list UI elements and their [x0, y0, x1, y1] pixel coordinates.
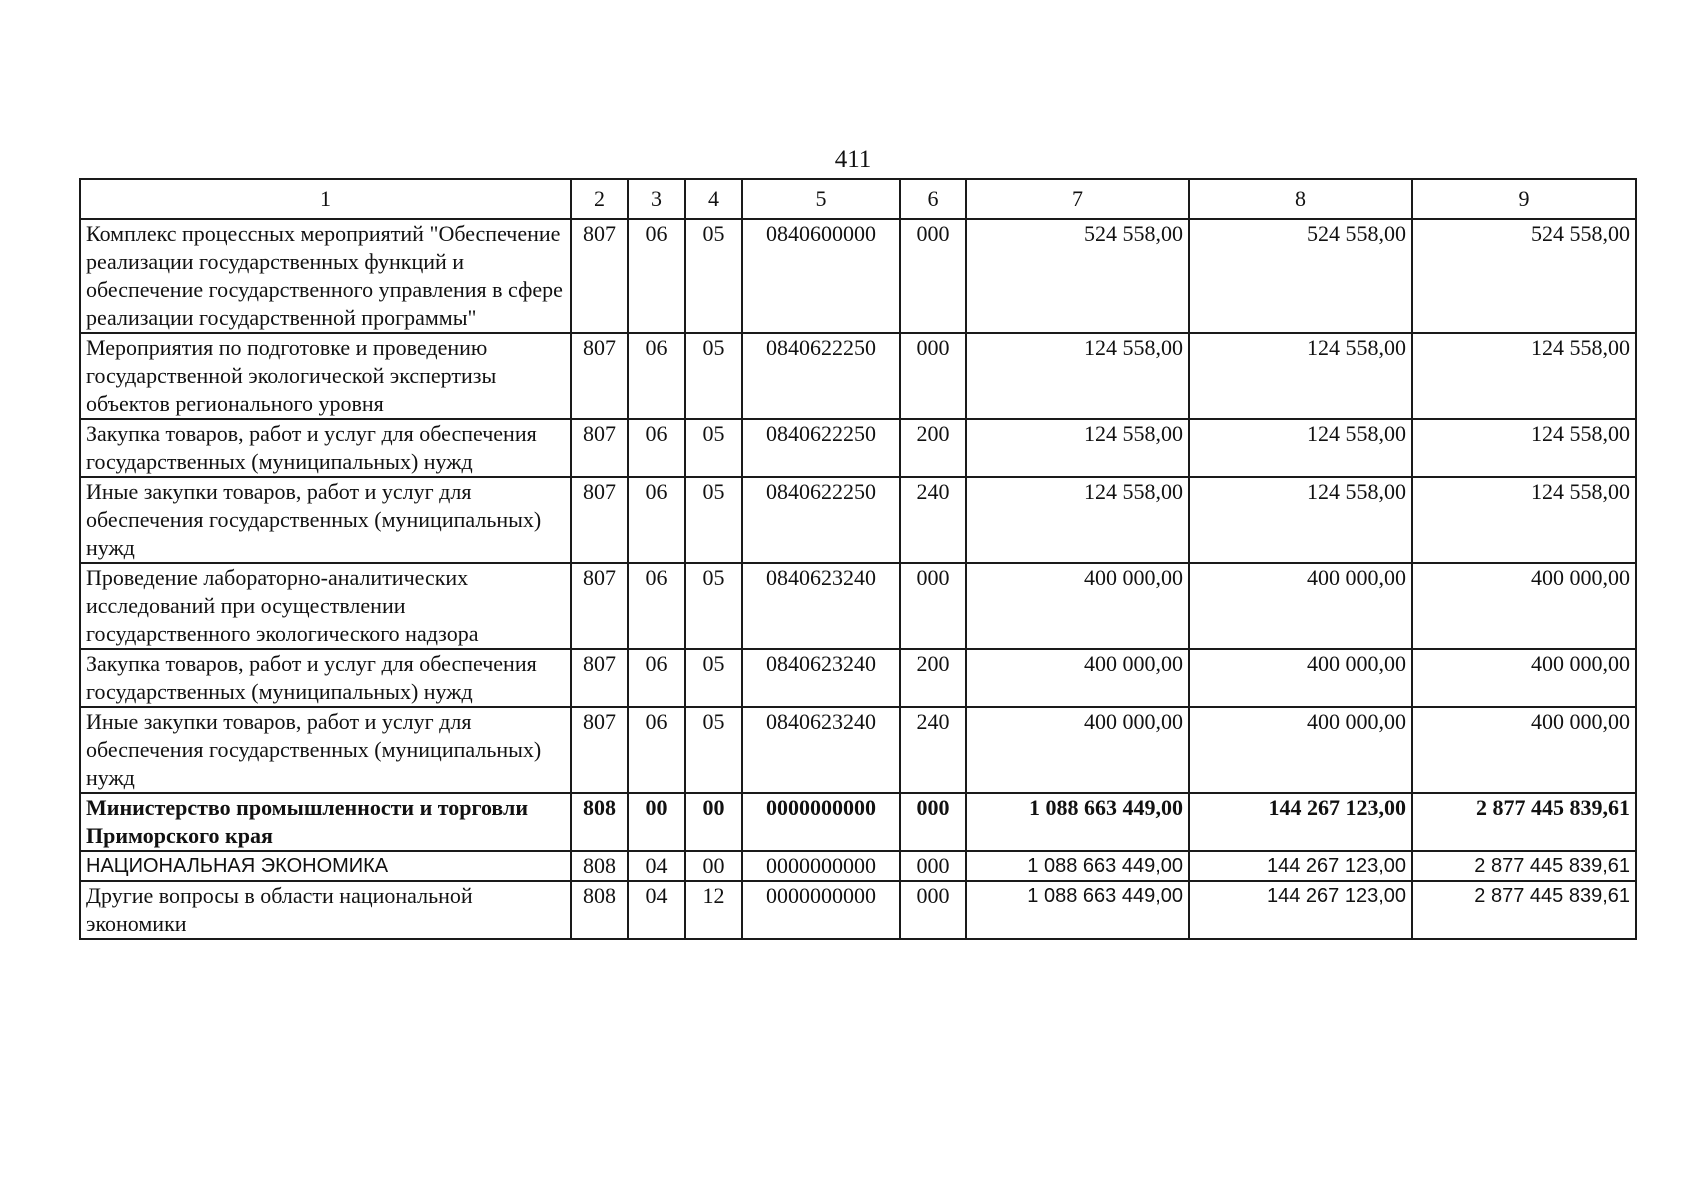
code-cell: 807 — [571, 563, 628, 649]
code-cell: 06 — [628, 419, 685, 477]
amount-cell: 400 000,00 — [1412, 649, 1636, 707]
table-row — [80, 563, 1636, 649]
amount-cell: 124 558,00 — [1189, 333, 1412, 419]
code-cell: 0840622250 — [742, 333, 900, 419]
code-cell: 0840622250 — [742, 419, 900, 477]
amount-cell: 400 000,00 — [1412, 563, 1636, 649]
amount-cell: 124 558,00 — [1189, 419, 1412, 477]
code-cell: 04 — [628, 851, 685, 881]
header-cell: 9 — [1412, 179, 1636, 219]
code-cell: 0840622250 — [742, 477, 900, 563]
code-cell: 05 — [685, 563, 742, 649]
code-cell: 06 — [628, 707, 685, 793]
code-cell: 807 — [571, 219, 628, 333]
amount-cell: 400 000,00 — [966, 563, 1189, 649]
amount-cell: 1 088 663 449,00 — [966, 881, 1189, 939]
row-name: Министерство промышленности и торговли Приморского края — [80, 793, 571, 851]
code-cell: 000 — [900, 563, 966, 649]
page-number: 411 — [834, 146, 872, 173]
code-cell: 06 — [628, 219, 685, 333]
code-cell: 05 — [685, 649, 742, 707]
code-cell: 200 — [900, 649, 966, 707]
code-cell: 807 — [571, 333, 628, 419]
code-cell: 240 — [900, 707, 966, 793]
amount-cell: 400 000,00 — [1189, 707, 1412, 793]
header-cell: 4 — [685, 179, 742, 219]
code-cell: 05 — [685, 477, 742, 563]
header-cell: 7 — [966, 179, 1189, 219]
code-cell: 807 — [571, 477, 628, 563]
table-row — [80, 649, 1636, 707]
code-cell: 0840623240 — [742, 707, 900, 793]
code-cell: 808 — [571, 851, 628, 881]
table-row-section — [80, 851, 1636, 881]
amount-cell: 124 558,00 — [966, 477, 1189, 563]
header-cell: 2 — [571, 179, 628, 219]
code-cell: 200 — [900, 419, 966, 477]
header-cell: 1 — [80, 179, 571, 219]
code-cell: 05 — [685, 419, 742, 477]
code-cell: 06 — [628, 649, 685, 707]
header-cell: 8 — [1189, 179, 1412, 219]
amount-cell: 400 000,00 — [966, 649, 1189, 707]
row-name: Закупка товаров, работ и услуг для обеспечения государственных (муниципальных) нужд — [80, 649, 571, 707]
code-cell: 000 — [900, 881, 966, 939]
amount-cell: 524 558,00 — [1189, 219, 1412, 333]
code-cell: 000 — [900, 219, 966, 333]
table-row — [80, 333, 1636, 419]
code-cell: 00 — [685, 793, 742, 851]
amount-cell: 524 558,00 — [1412, 219, 1636, 333]
amount-cell: 124 558,00 — [966, 333, 1189, 419]
amount-cell: 2 877 445 839,61 — [1412, 793, 1636, 851]
amount-cell: 1 088 663 449,00 — [966, 793, 1189, 851]
table-row — [80, 477, 1636, 563]
amount-cell: 400 000,00 — [1189, 649, 1412, 707]
row-name: Иные закупки товаров, работ и услуг для обеспечения государственных (муниципальных) нужд — [80, 707, 571, 793]
row-name: Иные закупки товаров, работ и услуг для обеспечения государственных (муниципальных) нужд — [80, 477, 571, 563]
row-name: Комплекс процессных мероприятий "Обеспечение реализации государственных функций и обеспечение государственного управления в сфере реализации государственной программы" — [80, 219, 571, 333]
table-row-ministry — [80, 793, 1636, 851]
code-cell: 000 — [900, 333, 966, 419]
table-row — [80, 707, 1636, 793]
code-cell: 00 — [628, 793, 685, 851]
code-cell: 05 — [685, 219, 742, 333]
header-cell: 3 — [628, 179, 685, 219]
amount-cell: 124 558,00 — [1189, 477, 1412, 563]
code-cell: 0000000000 — [742, 851, 900, 881]
code-cell: 0840623240 — [742, 649, 900, 707]
row-name: Другие вопросы в области национальной экономики — [80, 881, 571, 939]
table-row — [80, 881, 1636, 939]
code-cell: 05 — [685, 707, 742, 793]
amount-cell: 124 558,00 — [1412, 419, 1636, 477]
code-cell: 00 — [685, 851, 742, 881]
code-cell: 0840623240 — [742, 563, 900, 649]
code-cell: 0840600000 — [742, 219, 900, 333]
code-cell: 807 — [571, 649, 628, 707]
row-name: Проведение лабораторно-аналитических исследований при осуществлении государственного экологического надзора — [80, 563, 571, 649]
amount-cell: 1 088 663 449,00 — [966, 851, 1189, 881]
code-cell: 06 — [628, 333, 685, 419]
code-cell: 0000000000 — [742, 881, 900, 939]
amount-cell: 124 558,00 — [1412, 333, 1636, 419]
code-cell: 000 — [900, 851, 966, 881]
amount-cell: 124 558,00 — [1412, 477, 1636, 563]
row-name: НАЦИОНАЛЬНАЯ ЭКОНОМИКА — [80, 851, 571, 881]
amount-cell: 144 267 123,00 — [1189, 793, 1412, 851]
code-cell: 807 — [571, 419, 628, 477]
code-cell: 807 — [571, 707, 628, 793]
header-row — [80, 179, 1636, 219]
code-cell: 06 — [628, 563, 685, 649]
table-row — [80, 419, 1636, 477]
header-cell: 6 — [900, 179, 966, 219]
amount-cell: 2 877 445 839,61 — [1412, 851, 1636, 881]
amount-cell: 400 000,00 — [1189, 563, 1412, 649]
amount-cell: 400 000,00 — [966, 707, 1189, 793]
code-cell: 04 — [628, 881, 685, 939]
code-cell: 808 — [571, 793, 628, 851]
amount-cell: 2 877 445 839,61 — [1412, 881, 1636, 939]
amount-cell: 400 000,00 — [1412, 707, 1636, 793]
amount-cell: 124 558,00 — [966, 419, 1189, 477]
amount-cell: 144 267 123,00 — [1189, 851, 1412, 881]
code-cell: 06 — [628, 477, 685, 563]
row-name: Закупка товаров, работ и услуг для обеспечения государственных (муниципальных) нужд — [80, 419, 571, 477]
code-cell: 05 — [685, 333, 742, 419]
table-row — [80, 219, 1636, 333]
amount-cell: 144 267 123,00 — [1189, 881, 1412, 939]
code-cell: 0000000000 — [742, 793, 900, 851]
code-cell: 240 — [900, 477, 966, 563]
budget-table — [79, 178, 1637, 940]
code-cell: 808 — [571, 881, 628, 939]
row-name: Мероприятия по подготовке и проведению государственной экологической экспертизы объектов регионального уровня — [80, 333, 571, 419]
amount-cell: 524 558,00 — [966, 219, 1189, 333]
code-cell: 000 — [900, 793, 966, 851]
header-cell: 5 — [742, 179, 900, 219]
code-cell: 12 — [685, 881, 742, 939]
